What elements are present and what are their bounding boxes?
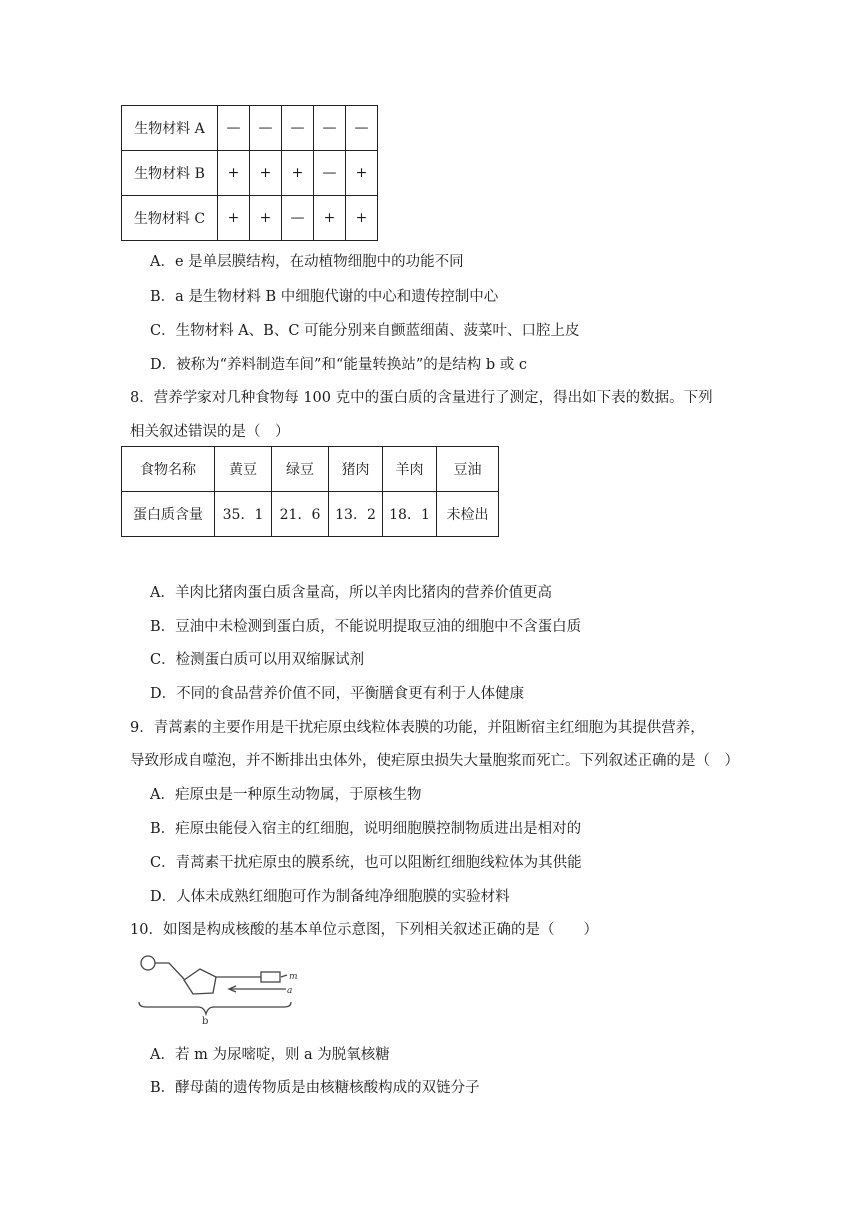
table-biomaterials xyxy=(121,105,378,241)
table-cell: 35．1 xyxy=(215,492,272,537)
q8-option-b: B．豆油中未检测到蛋白质，不能说明提取豆油的细胞中不含蛋白质 xyxy=(150,619,582,635)
row-label: 生物材料 B xyxy=(122,151,218,196)
table-cell: — xyxy=(314,106,346,151)
bond-line xyxy=(155,963,184,979)
q9-option-a: A．疟原虫是一种原生动物属，于原核生物 xyxy=(150,787,422,803)
q8-stem-line1: 8．营养学家对几种食物每 100 克中的蛋白质的含量进行了测定，得出如下表的数据。下列 xyxy=(130,390,713,406)
table-cell: — xyxy=(314,151,346,196)
table-row xyxy=(122,106,378,151)
q10-option-b: B．酵母菌的遗传物质是由核糖核酸构成的双链分子 xyxy=(150,1080,480,1096)
table-header-row xyxy=(122,447,499,492)
table-cell: + xyxy=(314,196,346,241)
table-protein-content xyxy=(121,446,499,537)
table-cell: — xyxy=(282,196,314,241)
q9-option-d: D．人体未成熟红细胞可作为制备纯净细胞膜的实验材料 xyxy=(150,889,510,905)
q7-option-b: B．a 是生物材料 B 中细胞代谢的中心和遗传控制中心 xyxy=(150,289,499,305)
header-cell: 豆油 xyxy=(437,447,499,492)
label-b: b xyxy=(202,1016,209,1024)
label-a: a xyxy=(287,986,293,996)
q8-option-c: C．检测蛋白质可以用双缩脲试剂 xyxy=(150,652,365,668)
table-cell: — xyxy=(218,106,250,151)
table-cell: 13．2 xyxy=(329,492,383,537)
table-cell: 21．6 xyxy=(272,492,329,537)
header-cell: 绿豆 xyxy=(272,447,329,492)
table-cell: + xyxy=(218,196,250,241)
pentose-ring xyxy=(184,969,216,994)
q9-stem-line1: 9．青蒿素的主要作用是干扰疟原虫线粒体表膜的功能，并阻断宿主红细胞为其提供营养， xyxy=(130,720,705,736)
table-cell: — xyxy=(346,106,378,151)
q7-option-c: C．生物材料 A、B、C 可能分别来自颤蓝细菌、菠菜叶、口腔上皮 xyxy=(150,323,580,339)
row-label: 生物材料 A xyxy=(122,106,218,151)
table-cell: + xyxy=(346,151,378,196)
header-cell: 猪肉 xyxy=(329,447,383,492)
table-cell: 18．1 xyxy=(383,492,437,537)
table-cell: + xyxy=(282,151,314,196)
table-cell: + xyxy=(250,151,282,196)
table-cell: + xyxy=(218,151,250,196)
q8-option-a: A．羊肉比猪肉蛋白质含量高，所以羊肉比猪肉的营养价值更高 xyxy=(150,585,552,601)
q8-stem-line2: 相关叙述错误的是（ ） xyxy=(130,424,290,440)
q9-stem-line2: 导致形成自噬泡，并不断排出虫体外，使疟原虫损失大量胞浆而死亡。下列叙述正确的是（ ） xyxy=(130,753,739,769)
table-cell: — xyxy=(282,106,314,151)
header-cell: 黄豆 xyxy=(215,447,272,492)
table-cell: — xyxy=(250,106,282,151)
q9-option-b: B．疟原虫能侵入宿主的红细胞，说明细胞膜控制物质进出是相对的 xyxy=(150,821,582,837)
table-cell: + xyxy=(346,196,378,241)
q10-stem: 10．如图是构成核酸的基本单位示意图，下列相关叙述正确的是（ ） xyxy=(130,922,598,938)
label-pointer xyxy=(281,975,287,977)
base-rect xyxy=(261,972,280,982)
b-brace xyxy=(139,1002,291,1014)
header-cell: 羊肉 xyxy=(383,447,437,492)
q7-option-a: A．e 是单层膜结构，在动植物细胞中的功能不同 xyxy=(150,254,464,270)
phosphate-circle xyxy=(141,956,155,970)
row-label: 生物材料 C xyxy=(122,196,218,241)
table-cell: + xyxy=(250,196,282,241)
table-row xyxy=(122,492,499,537)
table-cell: 蛋白质含量 xyxy=(122,492,215,537)
q7-option-d: D．被称为“养料制造车间”和“能量转换站”的是结构 b 或 c xyxy=(150,357,528,373)
table-row xyxy=(122,151,378,196)
table-cell: 未检出 xyxy=(437,492,499,537)
header-cell: 食物名称 xyxy=(122,447,215,492)
q10-option-a: A．若 m 为尿嘧啶，则 a 为脱氧核糖 xyxy=(150,1047,390,1063)
nucleotide-diagram xyxy=(136,944,326,1024)
table-row xyxy=(122,196,378,241)
q8-option-d: D．不同的食品营养价值不同，平衡膳食更有利于人体健康 xyxy=(150,686,525,702)
label-m: m xyxy=(289,972,298,982)
q9-option-c: C．青蒿素干扰疟原虫的膜系统，也可以阻断红细胞线粒体为其供能 xyxy=(150,855,582,871)
